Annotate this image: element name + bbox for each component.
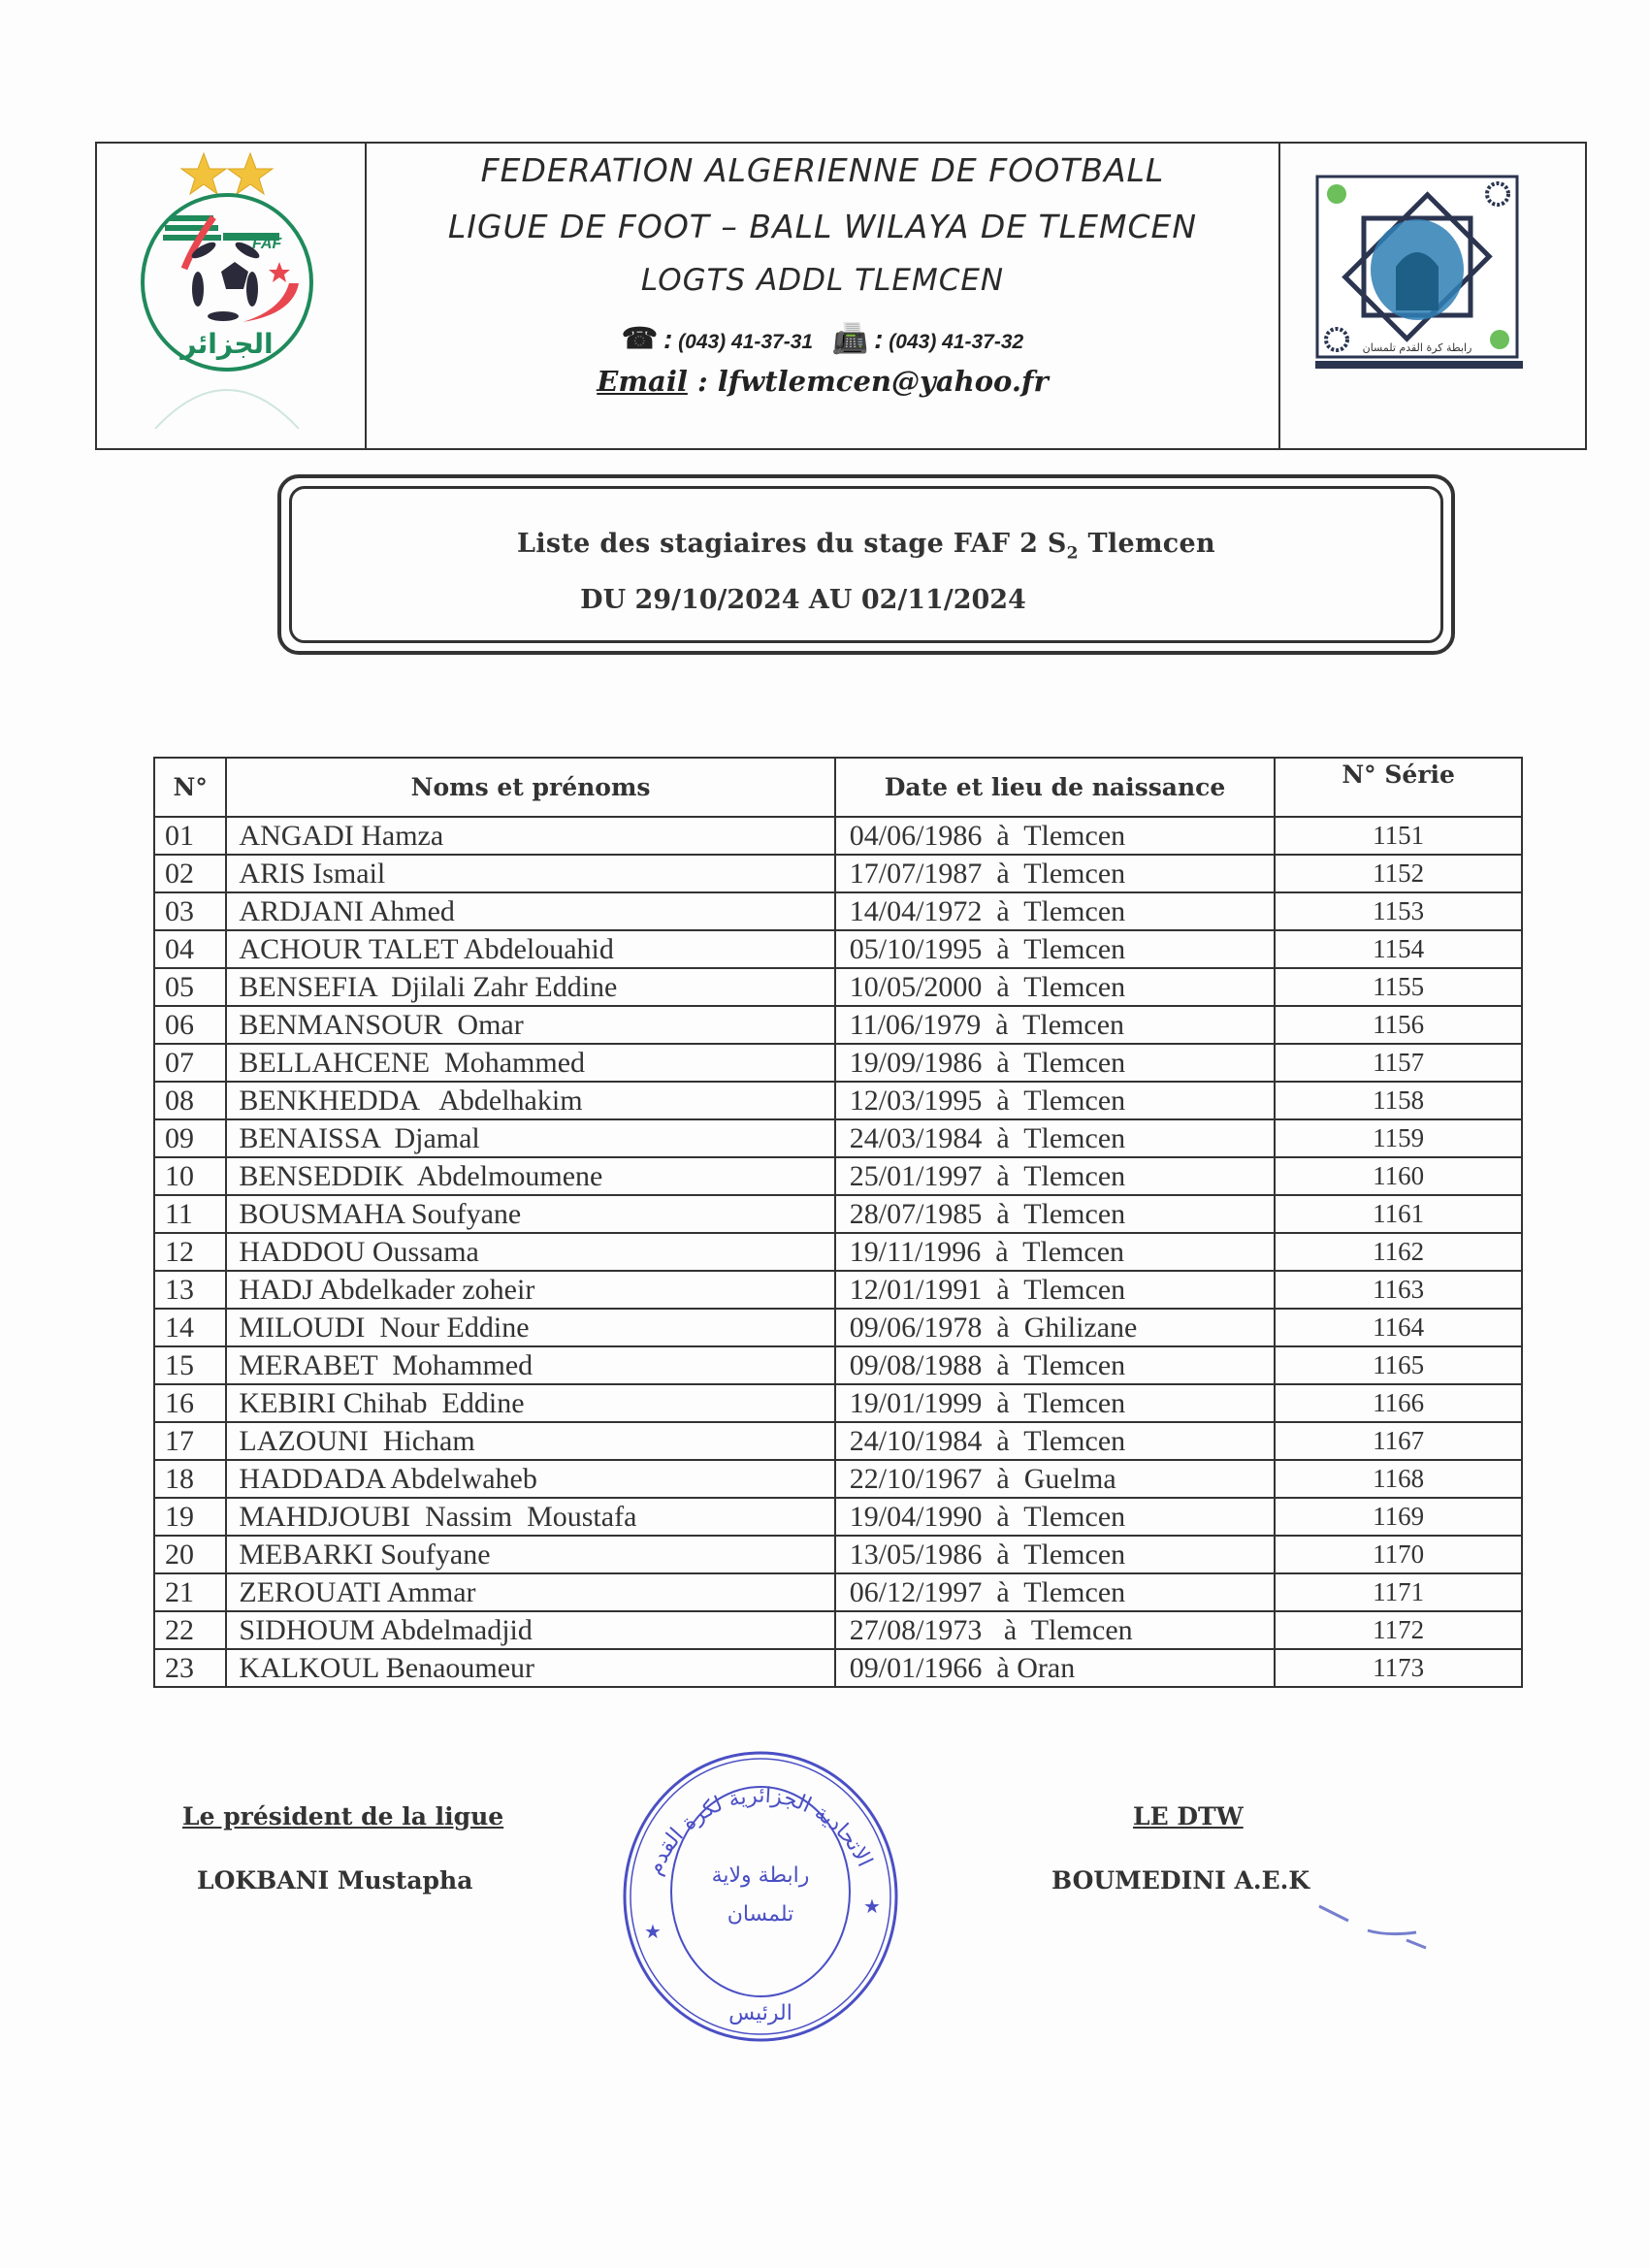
table-row [154,1649,1522,1687]
star-icon: ★ [863,1896,881,1918]
serial-number: 1168 [1275,1460,1522,1498]
row-number: 21 [154,1573,226,1611]
trainee-name: ARIS Ismail [226,855,834,892]
birth-info: 06/12/1997 à Tlemcen [835,1573,1275,1611]
phone-icon: ☎ [621,323,659,355]
row-number: 01 [154,817,226,855]
table-row [154,1233,1522,1271]
star-icon: ★ [644,1922,662,1943]
phone-number: (043) 41-37-31 [678,331,814,353]
col-header-birth: Date et lieu de naissance [835,758,1275,817]
stamp-center-line1: رابطة ولاية [711,1863,810,1888]
serial-number: 1151 [1275,817,1522,855]
serial-number: 1153 [1275,892,1522,930]
email-address[interactable]: lfwtlemcen@yahoo.fr [717,365,1049,398]
federation-name: FEDERATION ALGERIENNE DE FOOTBALL [480,151,1165,189]
birth-info: 12/01/1991 à Tlemcen [835,1271,1275,1309]
president-name: LOKBANI Mustapha [197,1866,473,1895]
trainee-name: MAHDJOUBI Nassim Moustafa [226,1498,834,1536]
red-star-icon [269,262,290,282]
table-row [154,1157,1522,1195]
faf-brand: FAF [252,236,282,252]
table-row [154,892,1522,930]
trainee-name: ZEROUATI Ammar [226,1573,834,1611]
trainee-name: SIDHOUM Abdelmadjid [226,1611,834,1649]
stamp-ring-text: الاتحادية الجزائرية لكرة القدم [642,1783,877,1879]
email-line: Email : lfwtlemcen@yahoo.fr [597,365,1049,398]
birth-info: 19/01/1999 à Tlemcen [835,1384,1275,1422]
row-number: 19 [154,1498,226,1536]
fax-number: (043) 41-37-32 [889,331,1024,353]
serial-number: 1169 [1275,1498,1522,1536]
birth-info: 09/08/1988 à Tlemcen [835,1346,1275,1384]
trainee-name: HADDADA Abdelwaheb [226,1460,834,1498]
table-row [154,1422,1522,1460]
serial-number: 1162 [1275,1233,1522,1271]
table-row [154,1536,1522,1573]
emblem-icon [1490,330,1509,349]
serial-number: 1170 [1275,1536,1522,1573]
serial-number: 1154 [1275,930,1522,968]
row-number: 11 [154,1195,226,1233]
letterhead-divider [1278,144,1280,448]
birth-info: 05/10/1995 à Tlemcen [835,930,1275,968]
birth-info: 19/09/1986 à Tlemcen [835,1044,1275,1082]
serial-number: 1165 [1275,1346,1522,1384]
birth-info: 14/04/1972 à Tlemcen [835,892,1275,930]
birth-info: 17/07/1987 à Tlemcen [835,855,1275,892]
row-number: 22 [154,1611,226,1649]
row-number: 08 [154,1082,226,1119]
trainee-name: KALKOUL Benaoumeur [226,1649,834,1687]
trainee-name: MERABET Mohammed [226,1346,834,1384]
trainee-name: HADDOU Oussama [226,1233,834,1271]
logo-arabic-text: رابطة كرة القدم تلمسان [1362,341,1472,354]
serial-number: 1163 [1275,1271,1522,1309]
table-row [154,1309,1522,1346]
row-number: 03 [154,892,226,930]
trainee-name: BENKHEDDA Abdelhakim [226,1082,834,1119]
dtw-title: LE DTW [1133,1802,1244,1831]
table-row [154,1573,1522,1611]
row-number: 09 [154,1119,226,1157]
ligue-tlemcen-logo [1315,175,1529,369]
signature-mark [1310,1901,1445,1960]
table-header-row [154,758,1522,817]
row-number: 23 [154,1649,226,1687]
serial-number: 1173 [1275,1649,1522,1687]
birth-info: 25/01/1997 à Tlemcen [835,1157,1275,1195]
row-number: 07 [154,1044,226,1082]
row-number: 16 [154,1384,226,1422]
serial-number: 1152 [1275,855,1522,892]
row-number: 18 [154,1460,226,1498]
table-row [154,1044,1522,1082]
table-row [154,1082,1522,1119]
document-period: DU 29/10/2024 AU 02/11/2024 [580,585,1026,615]
table-row [154,855,1522,892]
row-number: 15 [154,1346,226,1384]
birth-info: 27/08/1973 à Tlemcen [835,1611,1275,1649]
email-label: Email [597,365,688,398]
birth-info: 13/05/1986 à Tlemcen [835,1536,1275,1573]
trainee-name: MILOUDI Nour Eddine [226,1309,834,1346]
title-box [277,474,1455,655]
logo-arabic-text: الجزائر [180,328,274,360]
table-row [154,1006,1522,1044]
document-title: Liste des stagiaires du stage FAF 2 $S_2$ Tlemcen [517,529,1215,564]
row-number: 02 [154,855,226,892]
emblem-icon [1327,184,1346,204]
star-icon [228,153,273,194]
dtw-name: BOUMEDINI A.E.K [1051,1866,1310,1895]
serial-number: 1161 [1275,1195,1522,1233]
col-header-serial: N° Série [1275,758,1522,817]
birth-info: 19/04/1990 à Tlemcen [835,1498,1275,1536]
letterhead [95,142,1587,450]
trainee-name: ACHOUR TALET Abdelouahid [226,930,834,968]
birth-info: 24/03/1984 à Tlemcen [835,1119,1275,1157]
table-row [154,1195,1522,1233]
league-address: LOGTS ADDL TLEMCEN [640,263,1005,298]
table-body [154,817,1522,1687]
serial-number: 1158 [1275,1082,1522,1119]
trainee-name: BENAISSA Djamal [226,1119,834,1157]
trainees-table [153,757,1523,1688]
row-number: 20 [154,1536,226,1573]
birth-info: 04/06/1986 à Tlemcen [835,817,1275,855]
football-icon [189,240,261,321]
trainee-name: BENMANSOUR Omar [226,1006,834,1044]
serial-number: 1166 [1275,1384,1522,1422]
table-row [154,1384,1522,1422]
birth-info: 19/11/1996 à Tlemcen [835,1233,1275,1271]
trainee-name: ANGADI Hamza [226,817,834,855]
table-row [154,968,1522,1006]
star-icon [181,153,226,194]
row-number: 13 [154,1271,226,1309]
table-row [154,1498,1522,1536]
row-number: 10 [154,1157,226,1195]
faf-logo [116,147,349,438]
col-header-number: N° [154,758,226,817]
trainee-name: BELLAHCENE Mohammed [226,1044,834,1082]
serial-number: 1157 [1275,1044,1522,1082]
trainee-name: BENSEDDIK Abdelmoumene [226,1157,834,1195]
row-number: 12 [154,1233,226,1271]
stamp-center-line2: تلمسان [727,1902,794,1927]
trainee-name: BOUSMAHA Soufyane [226,1195,834,1233]
serial-number: 1172 [1275,1611,1522,1649]
table-row [154,1271,1522,1309]
table-row [154,817,1522,855]
trainee-name: HADJ Abdelkader zoheir [226,1271,834,1309]
trainee-name: BENSEFIA Djilali Zahr Eddine [226,968,834,1006]
trainee-name: MEBARKI Soufyane [226,1536,834,1573]
row-number: 05 [154,968,226,1006]
birth-info: 10/05/2000 à Tlemcen [835,968,1275,1006]
trainee-name: ARDJANI Ahmed [226,892,834,930]
serial-number: 1160 [1275,1157,1522,1195]
president-title: Le président de la ligue [182,1802,504,1831]
table-row [154,1611,1522,1649]
trainee-name: KEBIRI Chihab Eddine [226,1384,834,1422]
row-number: 06 [154,1006,226,1044]
league-name: LIGUE DE FOOT – BALL WILAYA DE TLEMCEN [447,208,1198,245]
serial-number: 1156 [1275,1006,1522,1044]
table-row [154,1460,1522,1498]
col-header-name: Noms et prénoms [226,758,834,817]
birth-info: 28/07/1985 à Tlemcen [835,1195,1275,1233]
row-number: 14 [154,1309,226,1346]
contact-line: ☎ : (043) 41-37-31 📠 : (043) 41-37-32 [621,323,1024,355]
stamp-bottom-text: الرئيس [728,2001,792,2025]
serial-number: 1159 [1275,1119,1522,1157]
table-row [154,1346,1522,1384]
birth-info: 12/03/1995 à Tlemcen [835,1082,1275,1119]
birth-info: 09/01/1966 à Oran [835,1649,1275,1687]
birth-info: 24/10/1984 à Tlemcen [835,1422,1275,1460]
table-row [154,1119,1522,1157]
serial-number: 1167 [1275,1422,1522,1460]
serial-number: 1171 [1275,1573,1522,1611]
serial-number: 1155 [1275,968,1522,1006]
trainee-name: LAZOUNI Hicham [226,1422,834,1460]
serial-number: 1164 [1275,1309,1522,1346]
row-number: 17 [154,1422,226,1460]
row-number: 04 [154,930,226,968]
official-stamp [615,1746,906,2047]
fax-icon: 📠 [831,323,869,355]
table-row [154,930,1522,968]
birth-info: 22/10/1967 à Guelma [835,1460,1275,1498]
birth-info: 11/06/1979 à Tlemcen [835,1006,1275,1044]
birth-info: 09/06/1978 à Ghilizane [835,1309,1275,1346]
